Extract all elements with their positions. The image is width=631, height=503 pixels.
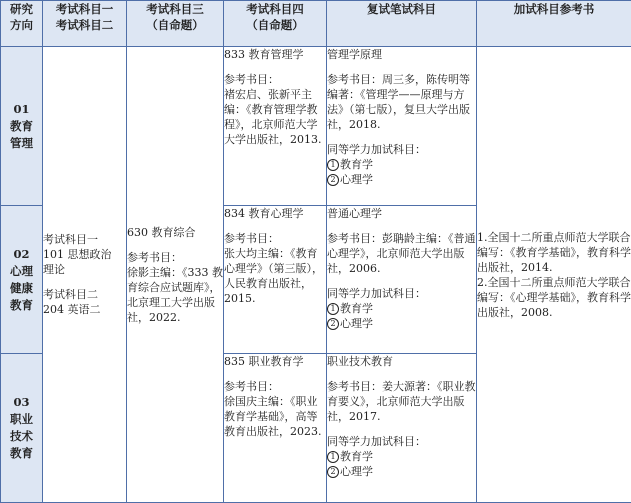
subject-4-ref: 张大均主编：《教育心理学》（第三版），人民教育出版社，2015. bbox=[224, 247, 323, 306]
subject-4-ref-label: 参考书目： bbox=[224, 232, 279, 246]
header-extra-books: 加试科目参考书 bbox=[477, 1, 631, 47]
header-retest: 复试笔试科目 bbox=[327, 1, 477, 47]
subject-3-ref-label: 参考书目： bbox=[127, 250, 182, 264]
retest-name: 管理学原理 bbox=[327, 48, 382, 61]
retest-extra-item bbox=[327, 301, 476, 316]
retest-ref: 参考书目：姜大源著：《职业教育要义》，北京师范大学出版社，2017. bbox=[327, 380, 476, 423]
subject-1-2-cell bbox=[43, 47, 127, 503]
retest-ref: 参考书目：周三多，陈传明等编著：《管理学——原理与方法》（第七版），复旦大学出版社，2018. bbox=[327, 73, 470, 131]
retest-cell bbox=[327, 354, 477, 503]
retest-extra-name: 心理学 bbox=[340, 465, 373, 478]
subject-3-cell bbox=[127, 47, 224, 503]
direction-code: 01 bbox=[13, 101, 30, 116]
subject-4-ref-label: 参考书目： bbox=[224, 380, 279, 393]
subject-4-ref: 褚宏启、张新平主编：《教育管理学教程》，北京师范大学大学出版社，2013. bbox=[224, 88, 322, 146]
subject-4-name: 834 教育心理学 bbox=[224, 207, 304, 221]
retest-name: 职业技术教育 bbox=[327, 355, 393, 368]
direction-name: 教育 管理 bbox=[10, 118, 33, 150]
circled-number: 1 bbox=[327, 451, 339, 463]
circled-number: 2 bbox=[327, 174, 339, 186]
extra-book-2: 2.全国十二所重点师范大学联合编写：《心理学基础》，教育科学出版社，2008. bbox=[477, 275, 631, 319]
circled-number: 2 bbox=[327, 466, 339, 478]
direction-code: 02 bbox=[13, 246, 30, 261]
subject-4-ref: 徐国庆主编：《职业教育学基础》，高等教育出版社，2023. bbox=[224, 395, 322, 438]
retest-extra-name: 心理学 bbox=[340, 173, 373, 186]
subject-1-text: 考试科目一 101 思想政治 理论 bbox=[43, 233, 112, 276]
retest-extra-item bbox=[327, 449, 476, 464]
header-subject-1-2: 考试科目一 考试科目二 bbox=[43, 1, 127, 47]
retest-extra-name: 心理学 bbox=[340, 317, 373, 331]
retest-extra-name: 教育学 bbox=[340, 302, 373, 316]
direction-name: 心理 健康 教育 bbox=[10, 263, 33, 312]
header-subject-3: 考试科目三 （自命题） bbox=[127, 1, 224, 47]
extra-books-cell bbox=[477, 47, 631, 503]
retest-extra-name: 教育学 bbox=[340, 450, 373, 463]
subject-4-cell bbox=[224, 47, 327, 206]
circled-number: 2 bbox=[327, 318, 339, 330]
subject-3-ref: 徐影主编：《333 教育综合应试题库》，北京理工大学出版社，2022. bbox=[127, 265, 223, 324]
direction-cell bbox=[1, 47, 43, 206]
subject-4-name: 835 职业教育学 bbox=[224, 355, 304, 368]
retest-extra-label: 同等学力加试科目： bbox=[327, 435, 426, 448]
retest-extra-item bbox=[327, 157, 476, 172]
circled-number: 1 bbox=[327, 303, 339, 315]
direction-cell bbox=[1, 206, 43, 354]
header-subject-4: 考试科目四 （自命题） bbox=[224, 1, 327, 47]
subject-3-name: 630 教育综合 bbox=[127, 225, 196, 239]
extra-book-1: 1.全国十二所重点师范大学联合编写：《教育学基础》，教育科学出版社，2014. bbox=[477, 230, 631, 274]
direction-code: 03 bbox=[13, 395, 30, 409]
retest-extra-label: 同等学力加试科目： bbox=[327, 143, 426, 156]
retest-extra-item bbox=[327, 172, 476, 187]
retest-ref: 参考书目：彭聃龄主编：《普通心理学》，北京师范大学出版社，2006. bbox=[327, 232, 476, 276]
retest-extra-label: 同等学力加试科目： bbox=[327, 287, 426, 301]
table-row bbox=[1, 47, 631, 206]
subject-4-name: 833 教育管理学 bbox=[224, 48, 304, 61]
retest-extra-item bbox=[327, 316, 476, 331]
subject-4-cell bbox=[224, 206, 327, 354]
header-row bbox=[1, 1, 631, 47]
retest-cell bbox=[327, 206, 477, 354]
retest-extra-name: 教育学 bbox=[340, 158, 373, 171]
retest-extra-item bbox=[327, 464, 476, 479]
retest-cell bbox=[327, 47, 477, 206]
direction-cell bbox=[1, 354, 43, 503]
subject-4-cell bbox=[224, 354, 327, 503]
subject-4-ref-label: 参考书目： bbox=[224, 73, 279, 86]
subject-2-text: 考试科目二 204 英语二 bbox=[43, 288, 101, 316]
header-direction: 研究 方向 bbox=[1, 1, 43, 47]
circled-number: 1 bbox=[327, 159, 339, 171]
retest-name: 普通心理学 bbox=[327, 207, 382, 221]
direction-name: 职业 技术 教育 bbox=[10, 412, 33, 460]
